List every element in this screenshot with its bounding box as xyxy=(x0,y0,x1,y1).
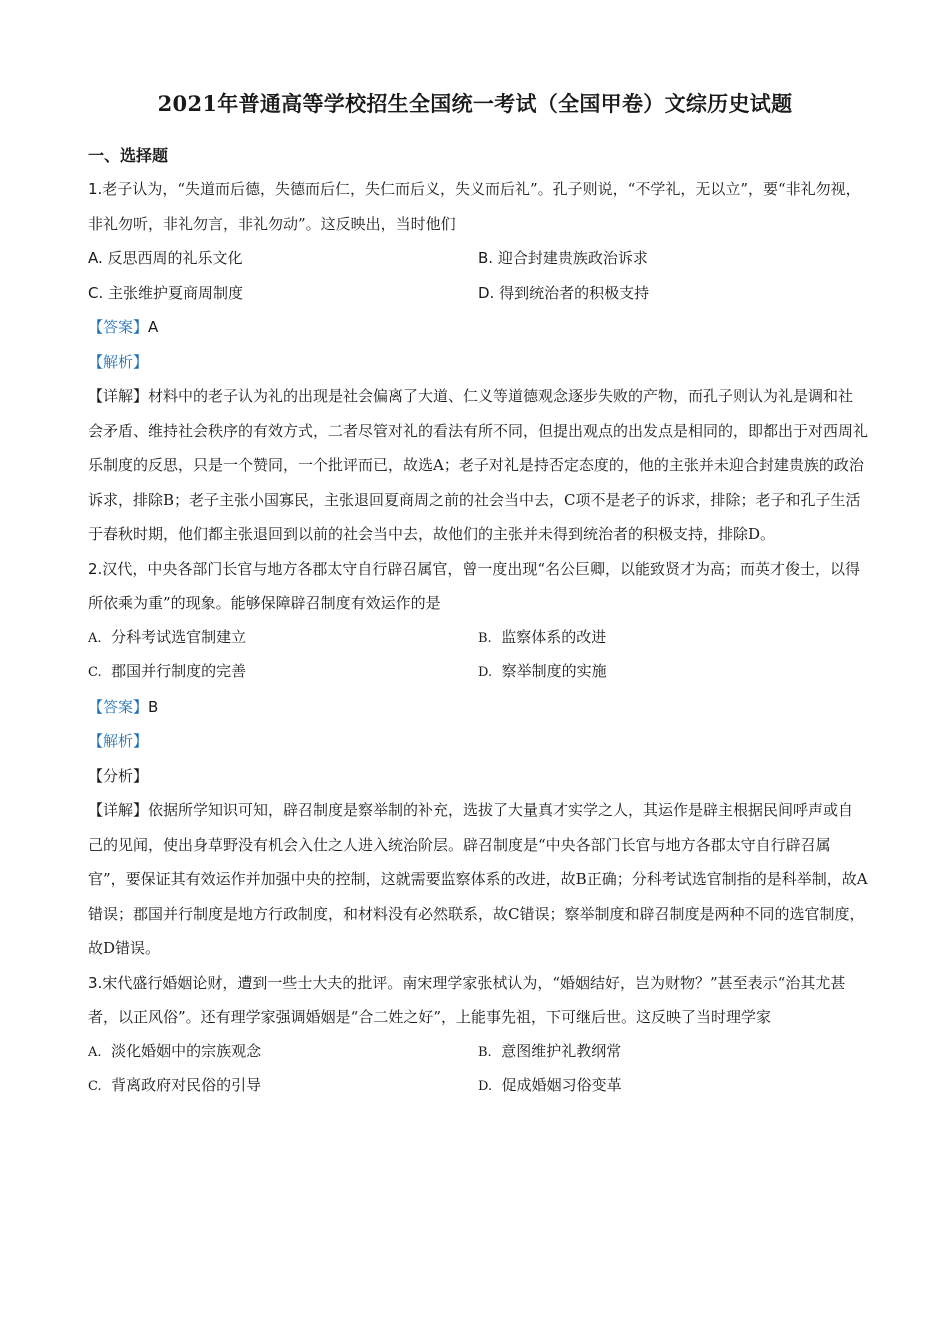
analysis-tag: 【解析】 xyxy=(88,732,149,750)
content xyxy=(88,172,868,1104)
answer-value: A xyxy=(148,318,159,336)
answer-tag: 【答案】 xyxy=(88,697,149,716)
detail-tag: 【详解】 xyxy=(88,387,149,405)
section-heading: 一、选择题 xyxy=(88,146,169,165)
analysis-1 xyxy=(88,345,868,380)
analysis-tag: 【解析】 xyxy=(88,352,149,371)
option-a: A. 淡化婚姻中的宗族观念 xyxy=(88,1041,262,1060)
question-number: 1. xyxy=(88,180,103,198)
option-c: C. 背离政府对民俗的引导 xyxy=(88,1076,262,1094)
option-d: D. 促成婚姻习俗变革 xyxy=(478,1076,622,1094)
answer-2 xyxy=(88,690,868,725)
question-3 xyxy=(88,966,868,1035)
detail-text: 依据所学知识可知，辟召制度是察举制的补充，选拔了大量真才实学之人，其运作是辟主根据民间呼声或自己的见闻，使出身草野没有机会入仕之人进入统治阶层。辟召制度是“中央各部门长官与地方各郡太守自行辟召属官”，要保证其有效运作并加强中央的控制，这就需要监察体系的改进，故B正确；分科考试选官制指的是科举制，故A错误；郡国并行制度是地方行政制度，和材料没有必然联系，故C错误；察举制度和辟召制度是两种不同的选官制度，故D错误。 xyxy=(88,801,868,957)
option-c: C. 主张维护夏商周制度 xyxy=(88,283,244,302)
option-b: B. 监察体系的改进 xyxy=(478,627,607,646)
detail-2 xyxy=(88,793,868,966)
sub-analysis-tag: 【分析】 xyxy=(88,766,149,785)
options-3 xyxy=(88,1035,868,1104)
options-1 xyxy=(88,241,868,310)
question-number: 3. xyxy=(88,973,103,992)
page-title: 2021年普通高等学校招生全国统一考试（全国甲卷）文综历史试题 xyxy=(157,91,793,116)
question-1 xyxy=(88,172,868,241)
question-stem: 汉代，中央各部门长官与地方各郡太守自行辟召属官，曾一度出现“名公巨卿，以能致贤才为高；而英才俊士，以得所依乘为重”的现象。能够保障辟召制度有效运作的是 xyxy=(88,559,860,612)
answer-value: B xyxy=(148,697,159,716)
option-d: D. 得到统治者的积极支持 xyxy=(478,283,650,302)
question-number: 2. xyxy=(88,559,103,578)
option-b: B. 迎合封建贵族政治诉求 xyxy=(478,249,648,267)
answer-tag: 【答案】 xyxy=(88,318,149,336)
detail-1 xyxy=(88,379,868,552)
option-b: B. 意图维护礼教纲常 xyxy=(478,1041,622,1060)
sub-analysis-2 xyxy=(88,759,868,794)
option-a: A. 分科考试选官制建立 xyxy=(88,627,247,646)
option-a: A. 反思西周的礼乐文化 xyxy=(88,249,243,267)
detail-text: 材料中的老子认为礼的出现是社会偏离了大道、仁义等道德观念逐步失败的产物，而孔子则认为礼是调和社会矛盾、维持社会秩序的有效方式，二者尽管对礼的看法有所不同，但提出观点的出发点是相同的，即都出于对西周礼乐制度的反思，只是一个赞同，一个批评而已，故选A；老子对礼是持否定态度的，他的主张并未迎合封建贵族的政治诉求，排除B；老子主张小国寡民，主张退回夏商周之前的社会当中去，C项不是老子的诉求，排除；老子和孔子生活于春秋时期，他们都主张退回到以前的社会当中去，故他们的主张并未得到统治者的积极支持，排除D。 xyxy=(88,387,869,543)
analysis-2 xyxy=(88,724,868,759)
detail-tag: 【详解】 xyxy=(88,801,149,819)
question-stem: 老子认为，“失道而后德，失德而后仁，失仁而后义，失义而后礼”。孔子则说，“不学礼，无以立”，要“非礼勿视，非礼勿听，非礼勿言，非礼勿动”。这反映出，当时他们 xyxy=(88,180,861,233)
question-stem: 宋代盛行婚姻论财，遭到一些士大夫的批评。南宋理学家张栻认为，“婚姻结好，岂为财物？”甚至表示“治其尤甚者，以正风俗”。还有理学家强调婚姻是“合二姓之好”，上能事先祖，下可继后世。这反映了当时理学家 xyxy=(88,973,846,1026)
option-c: C. 郡国并行制度的完善 xyxy=(88,662,247,680)
option-d: D. 察举制度的实施 xyxy=(478,662,607,680)
question-2 xyxy=(88,552,868,621)
options-2 xyxy=(88,621,868,690)
answer-1 xyxy=(88,310,868,345)
